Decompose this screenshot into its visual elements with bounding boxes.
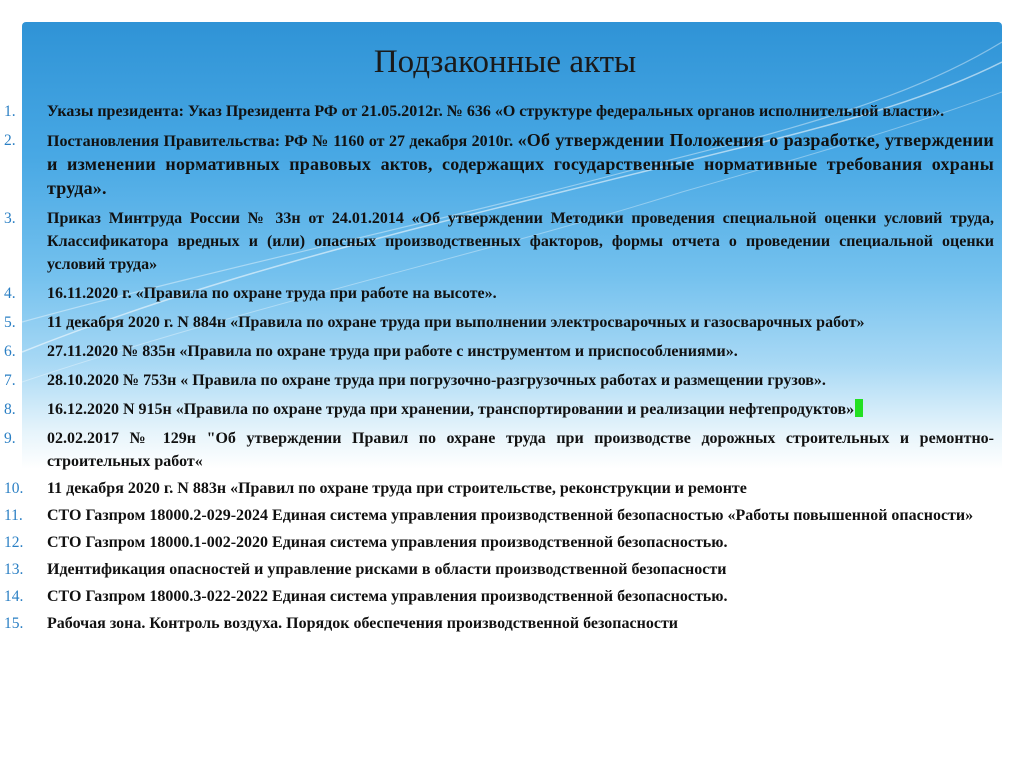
item-text: Рабочая зона. Контроль воздуха. Порядок обеспечения производственной безопасности <box>47 615 679 632</box>
text-cursor-highlight <box>855 399 863 417</box>
slide-title: Подзаконные акты <box>373 44 637 80</box>
item-text: 16.11.2020 г. «Правила по охране труда при работе на высоте». <box>47 285 497 302</box>
list-item <box>0 311 1000 334</box>
item-text: 28.10.2020 № 753н « Правила по охране труда при погрузочно-разгрузочных работах и размещении грузов». <box>47 372 826 389</box>
item-text: 11 декабря 2020 г. N 884н «Правила по охране труда при выполнении электросварочных и газосварочных работ» <box>47 314 865 331</box>
item-number: 8. <box>4 401 16 418</box>
item-text: 16.12.2020 N 915н «Правила по охране труда при хранении, транспортировании и реализации нефтепродуктов» <box>47 401 855 418</box>
list-item <box>0 612 1000 635</box>
list-item <box>0 477 1000 500</box>
list-item <box>0 531 1000 554</box>
item-text-emphasis: «Об утверждении Положения о разработке, утверждении и изменении нормативных правовых актов, содержащих государственные нормативные требования охраны труда». <box>47 130 995 198</box>
item-text: СТО Газпром 18000.2-029-2024 Единая система управления производственной безопасностью «Работы повышенной опасности» <box>47 507 974 524</box>
item-number: 4. <box>4 285 16 302</box>
item-number: 10. <box>4 480 24 497</box>
item-number: 13. <box>4 561 24 578</box>
item-text: СТО Газпром 18000.1-002-2020 Единая система управления производственной безопасностью. <box>47 534 728 551</box>
list-item <box>0 100 1000 123</box>
list-item <box>0 340 1000 363</box>
item-number: 12. <box>4 534 24 551</box>
list-item <box>0 504 1000 527</box>
item-number: 9. <box>4 430 16 447</box>
item-number: 2. <box>4 132 16 149</box>
item-number: 7. <box>4 372 16 389</box>
item-text: 27.11.2020 № 835н «Правила по охране труда при работе с инструментом и приспособлениями». <box>47 343 738 360</box>
item-text: 11 декабря 2020 г. N 883н «Правил по охране труда при строительстве, реконструкции и ремонте <box>47 480 747 497</box>
item-text: Постановления Правительства: РФ № 1160 от 27 декабря 2010г. <box>47 133 518 150</box>
list-item <box>0 207 1000 276</box>
list-item <box>0 427 1000 473</box>
item-text: Идентификация опасностей и управление рисками в области производственной безопасности <box>47 561 727 578</box>
list-item <box>0 558 1000 581</box>
item-text: 02.02.2017 № 129н "Об утверждении Правил по охране труда при производстве дорожных строительных и ремонтно-строительных работ« <box>47 430 994 470</box>
list-item <box>0 585 1000 608</box>
list-item <box>0 282 1000 305</box>
item-number: 5. <box>4 314 16 331</box>
item-number: 1. <box>4 103 16 120</box>
list-item <box>0 129 1000 201</box>
legal-acts-list <box>0 100 1000 635</box>
item-number: 3. <box>4 210 16 227</box>
item-number: 11. <box>4 507 23 524</box>
item-number: 6. <box>4 343 16 360</box>
list-item <box>0 369 1000 392</box>
item-number: 14. <box>4 588 24 605</box>
item-text: Указы президента: Указ Президента РФ от 21.05.2012г. № 636 «О структуре федеральных органов исполнительной власти». <box>47 103 945 120</box>
item-text: Приказ Минтруда России № 33н от 24.01.2014 «Об утверждении Методики проведения специальной оценки условий труда, Классификатора вредных и (или) опасных производственных факторов, формы отчета о проведении специальной оценки условий труда» <box>47 210 994 273</box>
list-item <box>0 398 1000 421</box>
item-number: 15. <box>4 615 24 632</box>
item-text: СТО Газпром 18000.3-022-2022 Единая система управления производственной безопасностью. <box>47 588 728 605</box>
